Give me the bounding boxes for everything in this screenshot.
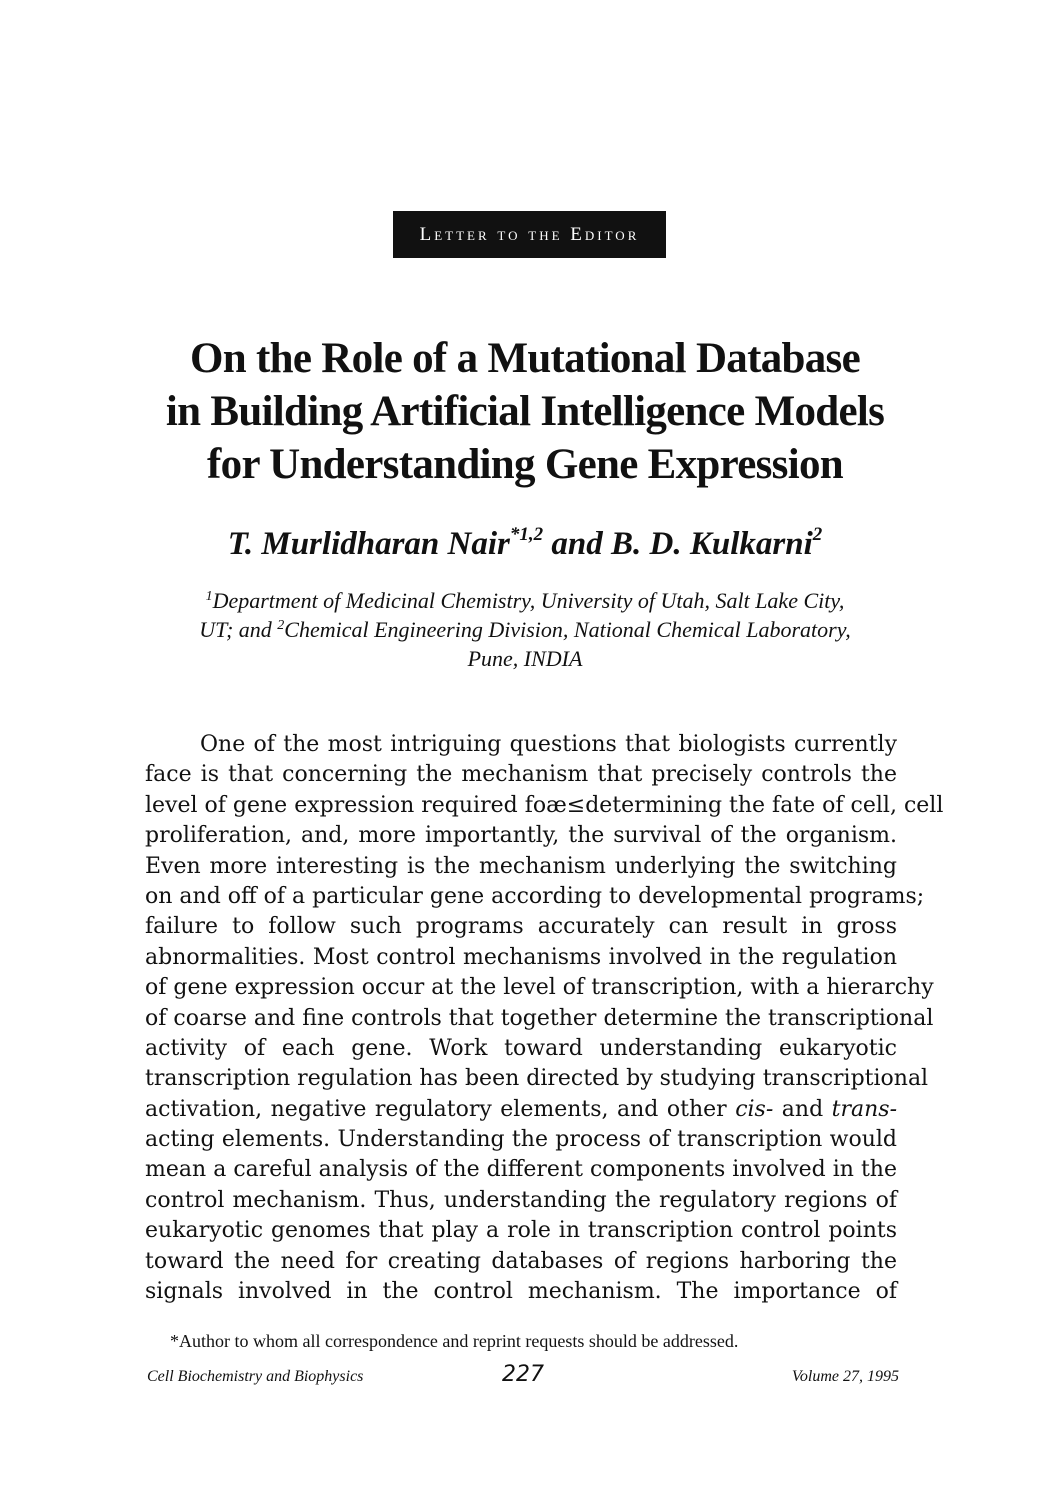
- body-line: eukaryotic genomes that play a role in transcription control points: [145, 1218, 897, 1244]
- affiliation-text: Department of Medicinal Chemistry, University of Utah, Salt Lake City,: [212, 588, 845, 613]
- section-badge: [393, 211, 666, 258]
- section-label: Letter to the Editor: [419, 223, 640, 245]
- author-name: B. D. Kulkarni: [611, 526, 813, 562]
- volume-info: Volume 27, 1995: [791, 1368, 899, 1385]
- affiliation-mark: 1: [205, 589, 213, 604]
- affiliation-line: [140, 586, 910, 615]
- body-line: level of gene expression required foæ≤determining the fate of cell, cell: [145, 792, 944, 818]
- body-line: control mechanism. Thus, understanding the regulatory regions of: [145, 1187, 897, 1213]
- body-line: of gene expression occur at the level of transcription, with a hierarchy: [145, 975, 934, 1001]
- body-line: proliferation, and, more importantly, the survival of the organism.: [145, 823, 897, 849]
- page-number: 227: [502, 1362, 544, 1387]
- article-body: [145, 730, 944, 1307]
- body-line: abnormalities. Most control mechanisms involved in the regulation: [145, 944, 897, 970]
- page-footer: [147, 1362, 899, 1392]
- body-line: signals involved in the control mechanism. The importance of: [145, 1279, 897, 1305]
- body-line: of coarse and fine controls that together determine the transcriptional: [145, 1005, 934, 1031]
- affiliations: [140, 586, 910, 673]
- author-affiliation-mark: *1,2: [509, 524, 544, 545]
- body-text: activation, negative regulatory elements, and other: [145, 1096, 727, 1122]
- journal-name: Cell Biochemistry and Biophysics: [147, 1368, 364, 1385]
- body-line: on and off of a particular gene according to developmental programs;: [145, 883, 925, 909]
- author-conjunction: and: [551, 526, 603, 562]
- author-affiliation-mark: 2: [812, 524, 823, 545]
- body-line: One of the most intriguing questions that biologists currently: [200, 732, 897, 757]
- body-line: Even more interesting is the mechanism underlying the switching: [145, 853, 897, 879]
- italic-term: trans-: [831, 1096, 898, 1122]
- body-text: and: [781, 1096, 824, 1122]
- title-line: for Understanding Gene Expression: [207, 441, 843, 488]
- body-line-mixed: [145, 1095, 897, 1125]
- body-line: toward the need for creating databases of regions harboring the: [145, 1248, 897, 1274]
- affiliation-text: UT; and: [199, 617, 278, 642]
- affiliation-text: Chemical Engineering Division, National Chemical Laboratory,: [284, 617, 851, 642]
- affiliation-line: [140, 615, 910, 644]
- body-line: face is that concerning the mechanism that precisely controls the: [145, 762, 897, 788]
- body-line: failure to follow such programs accurately can result in gross: [145, 914, 897, 940]
- article-title: [120, 332, 930, 491]
- body-line: transcription regulation has been directed by studying transcriptional: [145, 1066, 929, 1092]
- affiliation-mark: 2: [277, 618, 285, 633]
- author-list: [120, 524, 930, 564]
- body-line: mean a careful analysis of the different components involved in the: [145, 1157, 897, 1183]
- title-line: in Building Artificial Intelligence Models: [165, 388, 885, 435]
- body-line: activity of each gene. Work toward understanding eukaryotic: [145, 1035, 897, 1061]
- footnote: *Author to whom all correspondence and reprint requests should be addressed.: [170, 1331, 739, 1351]
- affiliation-line: Pune, INDIA: [467, 646, 583, 671]
- author-name: T. Murlidharan Nair: [227, 526, 510, 562]
- italic-term: cis-: [735, 1096, 774, 1122]
- body-line: acting elements. Understanding the process of transcription would: [145, 1127, 897, 1153]
- title-line: On the Role of a Mutational Database: [190, 335, 860, 382]
